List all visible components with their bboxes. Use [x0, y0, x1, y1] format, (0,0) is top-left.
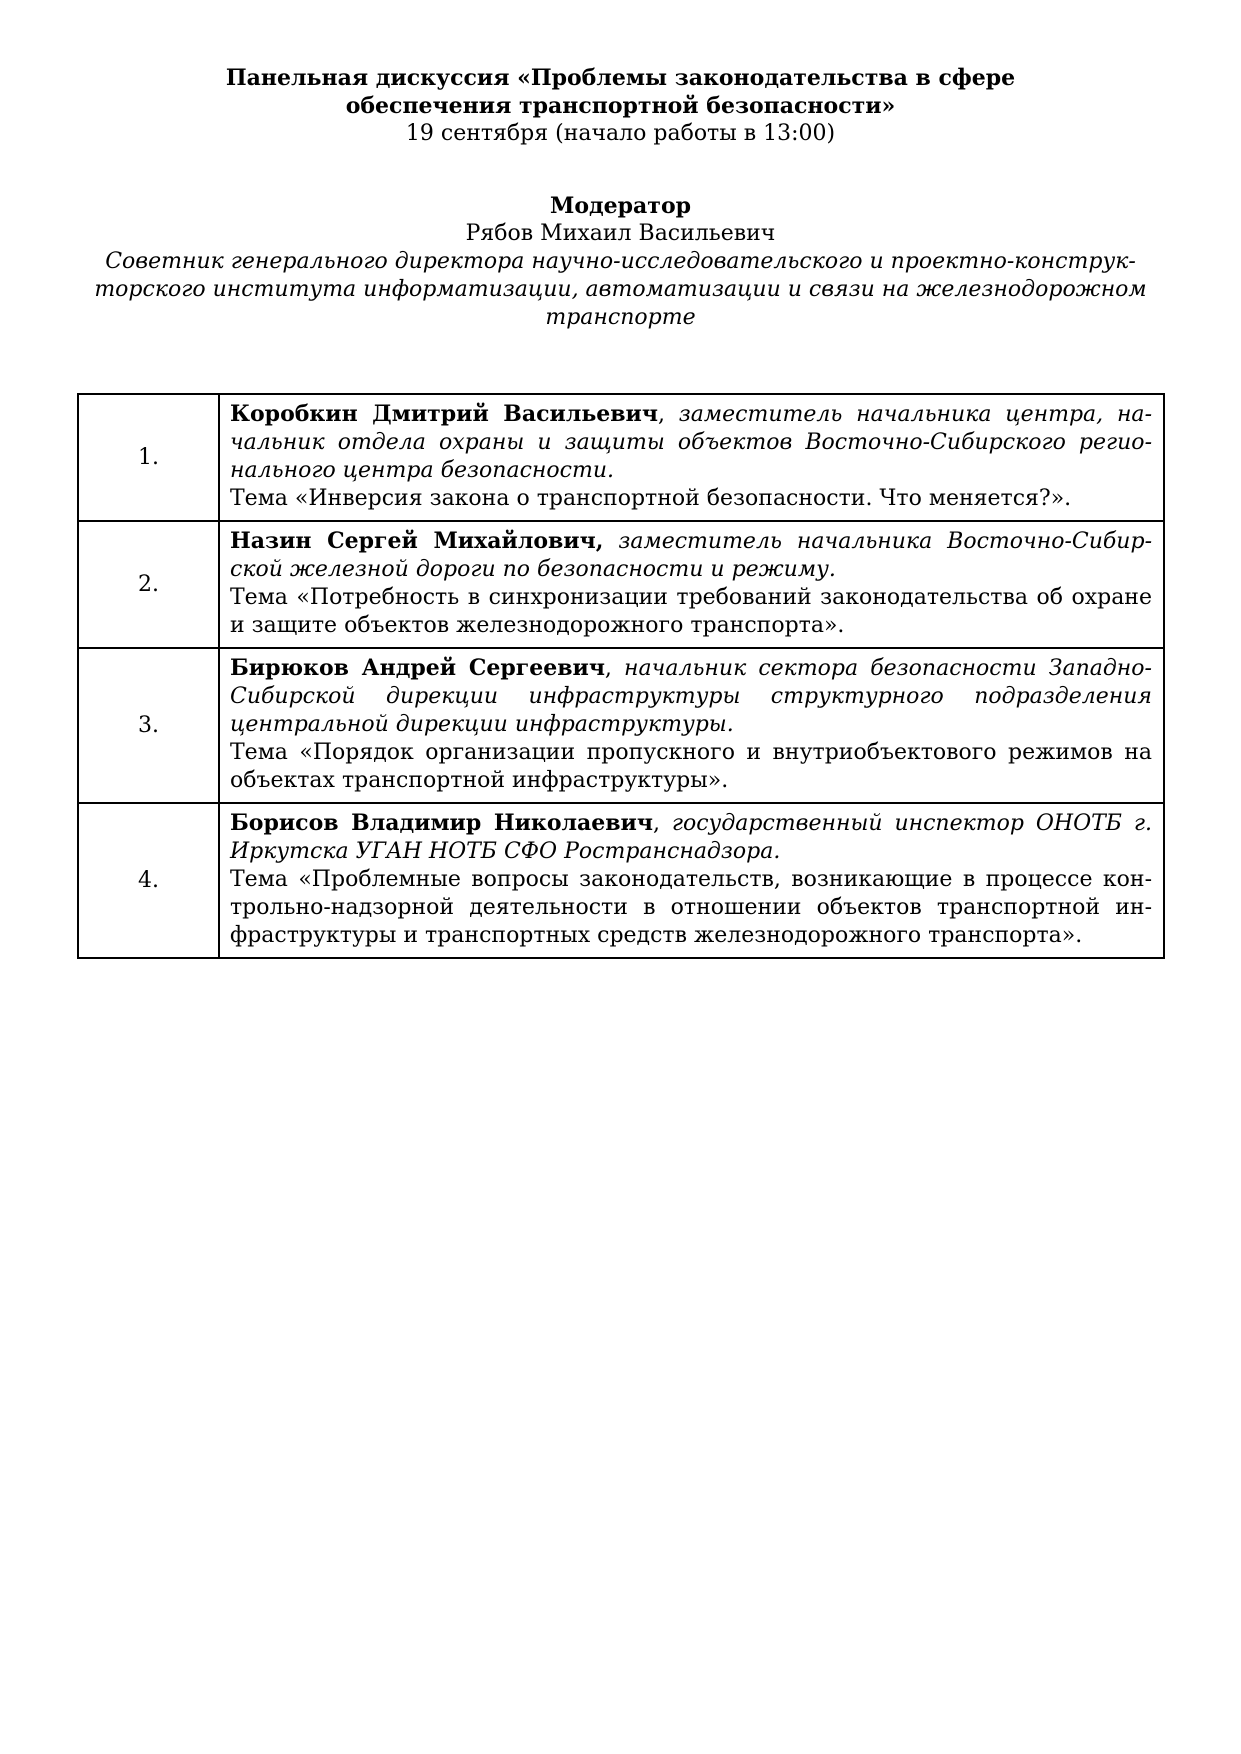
table-row [78, 803, 1164, 958]
moderator-role-line-2: торского института информатизации, автоматизации и связи на железнодорожном [94, 277, 1147, 302]
moderator-heading: Модератор [549, 193, 691, 219]
speaker-description [230, 654, 1152, 739]
date-line: 19 сентября (начало работы в 13:00) [405, 121, 836, 146]
speaker-name: Бирюков Андрей Сергеевич [230, 655, 605, 681]
speaker-theme: Тема «Потребность в синхронизации требований законодательства об охране и защите объектов железнодорожного транспорта». [230, 585, 1152, 638]
speaker-theme: Тема «Инверсия закона о транспортной безопасности. Что меняется?». [230, 486, 1072, 511]
speaker-description [230, 809, 1152, 866]
name-role-separator: , [657, 402, 679, 427]
speaker-cell [219, 521, 1164, 648]
table-row [78, 521, 1164, 648]
speakers-table [77, 393, 1165, 959]
speaker-role: заместитель начальника Восточно-Сибирской железной дороги по безопасности и режиму. [230, 529, 1152, 582]
speaker-role: начальник сектора безопасности Западно-Сибирской дирекции инфраструктуры структурного подразделения центральной дирекции инфраструктуры. [230, 656, 1152, 737]
speaker-role: государственный инспектор ОНОТБ г. Иркутска УГАН НОТБ СФО Ространснадзора. [230, 811, 1152, 864]
moderator-role-line-1: Советник генерального директора научно-исследовательского и проектно-конструк- [105, 249, 1136, 274]
row-number: 3. [78, 648, 219, 803]
name-role-separator: , [652, 811, 672, 836]
speaker-theme: Тема «Порядок организации пропускного и внутриобъектового режимов на объектах транспортной инфраструктуры». [230, 740, 1152, 793]
moderator-role-line-3: транспорте [545, 305, 696, 330]
title-block [72, 64, 1169, 148]
speaker-cell [219, 394, 1164, 521]
moderator-name: Рябов Михаил Васильевич [465, 221, 776, 246]
speaker-cell [219, 648, 1164, 803]
speaker-name: Назин Сергей Михайлович, [230, 528, 604, 554]
row-number: 1. [78, 394, 219, 521]
speaker-role: заместитель начальника центра, начальник отдела охраны и защиты объектов Восточно-Сибирского регионального центра безопасности. [230, 402, 1152, 483]
speaker-description [230, 527, 1152, 584]
row-number: 2. [78, 521, 219, 648]
name-role-separator: , [604, 656, 625, 681]
moderator-block [72, 192, 1169, 332]
row-number: 4. [78, 803, 219, 958]
speaker-cell [219, 803, 1164, 958]
document-title-line-2: обеспечения транспортной безопасности» [345, 93, 896, 119]
speaker-theme: Тема «Проблемные вопросы законодательств, возникающие в процессе контрольно-надзорной деятельности в отношении объектов транспортной инфраструктуры и транспортных средств железнодорожного транспорта». [230, 867, 1152, 948]
speaker-name: Коробкин Дмитрий Васильевич [230, 401, 658, 427]
document-title-line-1: Панельная дискуссия «Проблемы законодательства в сфере [225, 65, 1016, 91]
table-row [78, 394, 1164, 521]
table-row [78, 648, 1164, 803]
name-role-separator [603, 529, 618, 554]
speaker-name: Борисов Владимир Николаевич [230, 810, 653, 836]
speaker-description [230, 400, 1152, 485]
